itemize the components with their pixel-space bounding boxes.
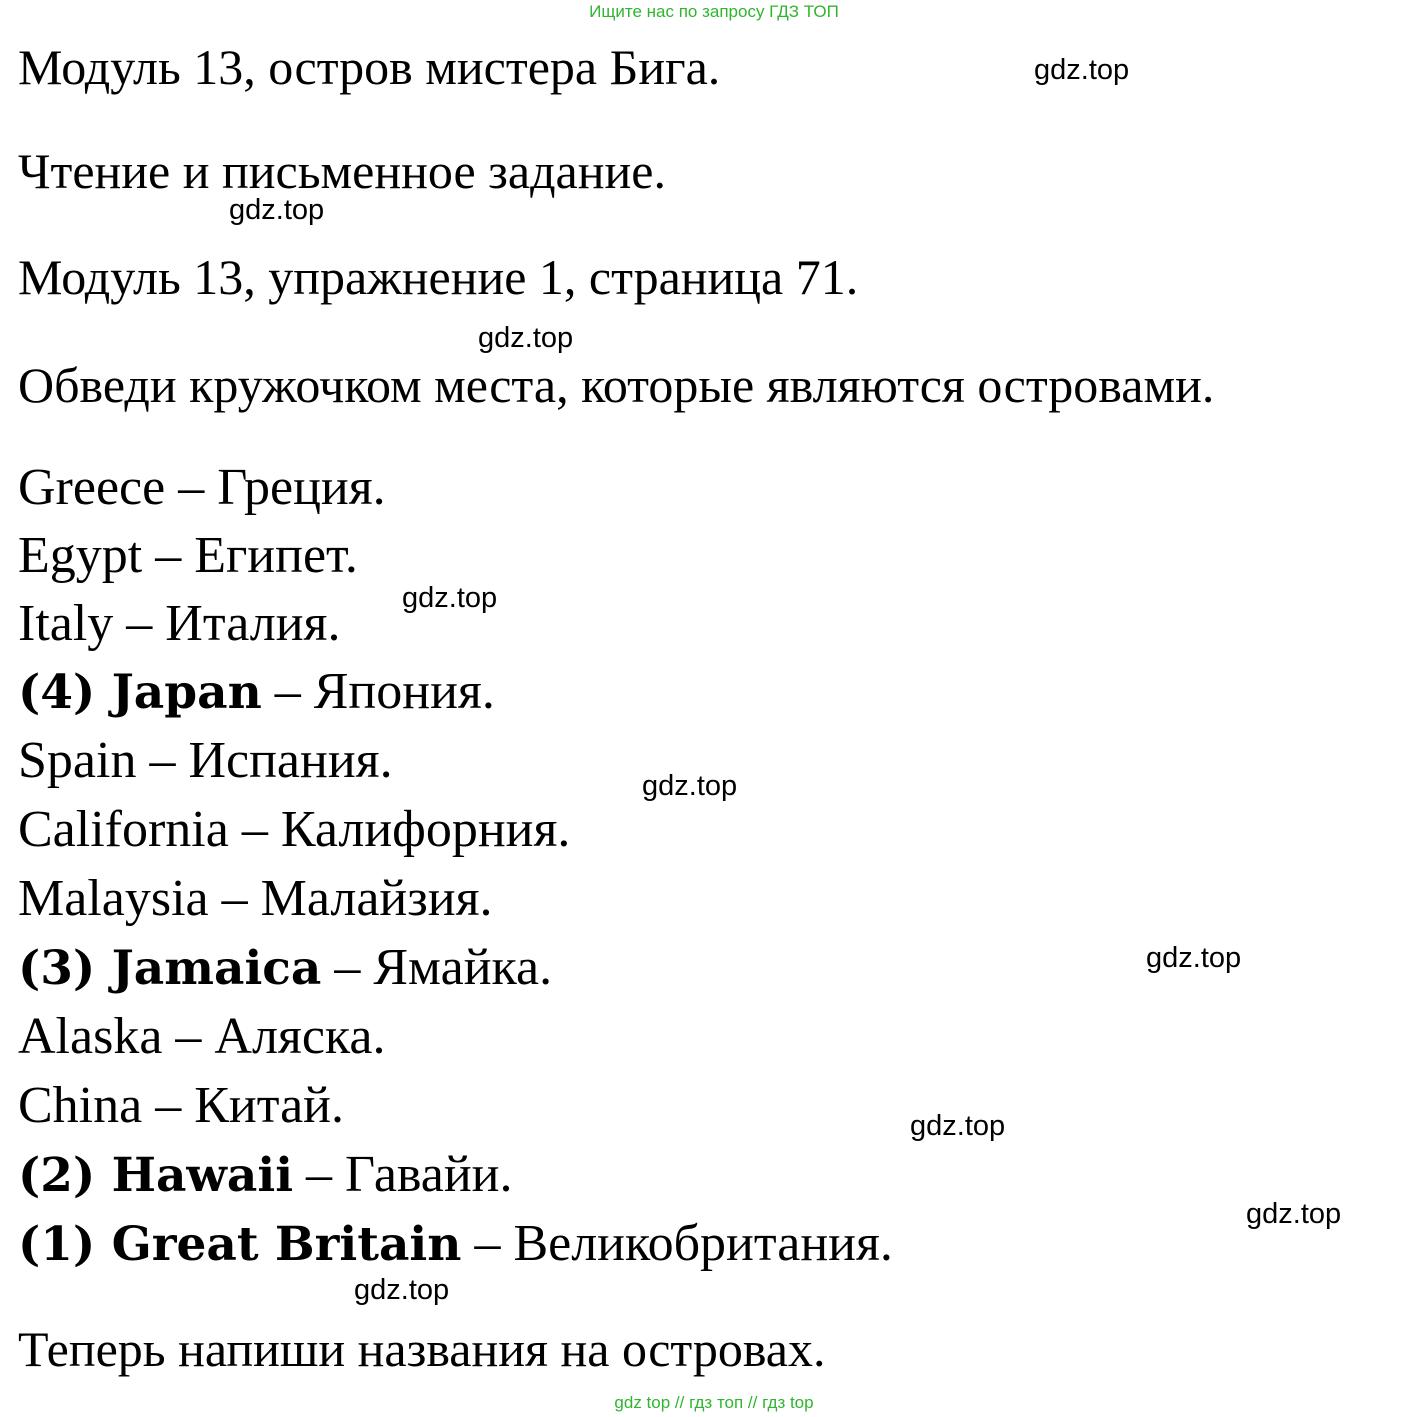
island-label	[18, 1217, 461, 1272]
dash-separator: –	[321, 939, 374, 996]
watermark: gdz.top	[1146, 942, 1242, 974]
dash-separator: –	[293, 1146, 346, 1203]
place-translation: Греция.	[217, 459, 386, 516]
island-label	[18, 1148, 293, 1203]
place-item	[18, 663, 495, 720]
place-translation: Аляска.	[214, 1008, 386, 1065]
island-number: (4)	[18, 665, 96, 720]
place-item	[18, 527, 358, 584]
dash-separator: –	[261, 663, 314, 720]
place-name: Greece	[18, 459, 166, 516]
watermark: gdz.top	[354, 1274, 450, 1306]
dash-separator: –	[165, 459, 218, 516]
place-item	[18, 870, 493, 927]
place-name: Great Britain	[111, 1217, 462, 1272]
place-translation: Гавайи.	[345, 1146, 513, 1203]
watermark: gdz.top	[478, 322, 574, 354]
place-item	[18, 1008, 386, 1065]
place-item	[18, 1077, 344, 1134]
place-translation: Великобритания.	[513, 1215, 893, 1272]
place-name: China	[18, 1077, 143, 1134]
place-item	[18, 732, 393, 789]
place-item	[18, 459, 386, 516]
place-translation: Япония.	[313, 663, 495, 720]
place-name: Alaska	[18, 1008, 163, 1065]
place-translation: Испания.	[188, 732, 393, 789]
dash-separator: –	[461, 1215, 514, 1272]
watermark: gdz.top	[402, 582, 498, 614]
place-item	[18, 595, 341, 652]
section-heading: Чтение и письменное задание.	[18, 143, 666, 199]
watermark: gdz.top	[910, 1110, 1006, 1142]
instruction-text: Обведи кружочком места, которые являются островами.	[18, 357, 1215, 413]
watermark: gdz.top	[642, 770, 738, 802]
dash-separator: –	[142, 1077, 195, 1134]
island-number: (3)	[18, 941, 96, 996]
place-name: Egypt	[18, 527, 143, 584]
place-translation: Малайзия.	[260, 870, 493, 927]
watermark: gdz.top	[229, 194, 325, 226]
dash-separator: –	[142, 527, 195, 584]
place-translation: Калифорния.	[280, 801, 571, 858]
place-translation: Египет.	[194, 527, 358, 584]
header-banner: Ищите нас по запросу ГДЗ ТОП	[589, 2, 839, 21]
exercise-reference: Модуль 13, упражнение 1, страница 71.	[18, 249, 859, 305]
place-name: Malaysia	[18, 870, 209, 927]
place-name: Spain	[18, 732, 137, 789]
footer-banner: gdz top // гдз топ // гдз top	[614, 1393, 814, 1412]
final-instruction: Теперь напиши названия на островах.	[18, 1321, 826, 1377]
watermark: gdz.top	[1034, 54, 1130, 86]
dash-separator: –	[136, 732, 189, 789]
dash-separator: –	[208, 870, 261, 927]
place-item	[18, 1146, 513, 1203]
page-title: Модуль 13, остров мистера Бига.	[18, 39, 721, 95]
watermark: gdz.top	[1246, 1198, 1342, 1230]
place-name: Hawaii	[111, 1148, 294, 1203]
place-name: Italy	[18, 595, 114, 652]
island-label	[18, 941, 321, 996]
island-label	[18, 665, 262, 720]
dash-separator: –	[162, 1008, 215, 1065]
place-translation: Ямайка.	[373, 939, 553, 996]
place-name: Jamaica	[111, 941, 322, 996]
place-name: California	[18, 801, 229, 858]
place-item	[18, 801, 571, 858]
island-number: (2)	[18, 1148, 96, 1203]
dash-separator: –	[113, 595, 166, 652]
place-name: Japan	[111, 665, 262, 720]
place-item	[18, 939, 553, 996]
place-translation: Италия.	[165, 595, 341, 652]
place-translation: Китай.	[194, 1077, 344, 1134]
place-item	[18, 1215, 893, 1272]
island-number: (1)	[18, 1217, 96, 1272]
dash-separator: –	[228, 801, 281, 858]
